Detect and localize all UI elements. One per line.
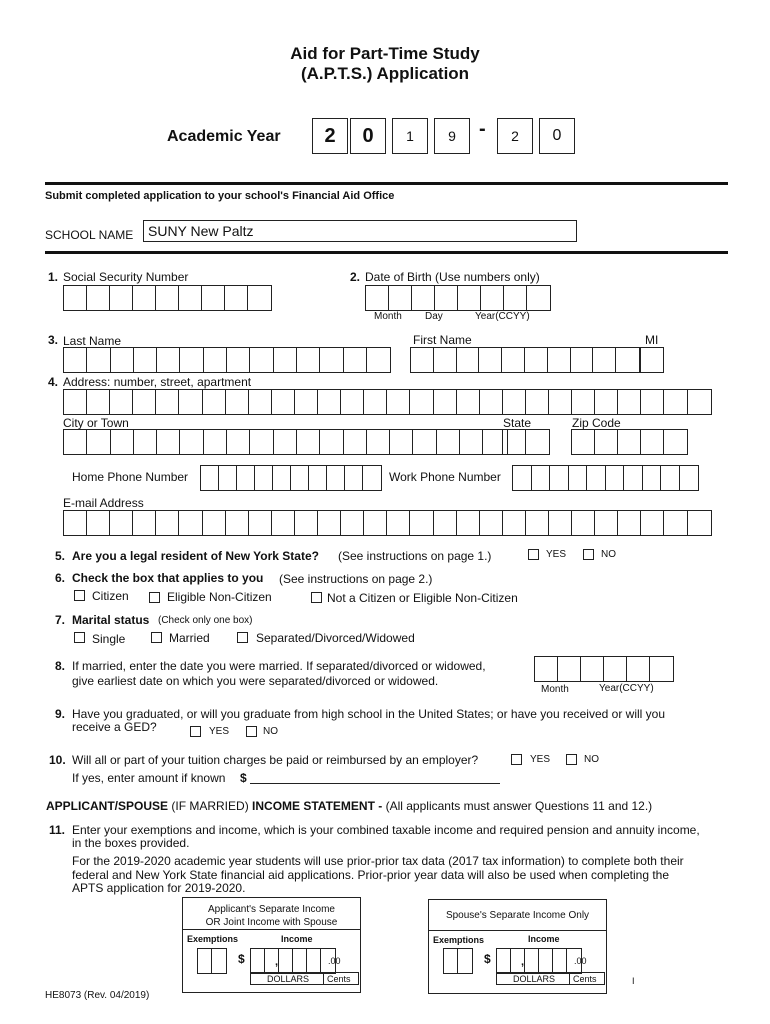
q2-label: Date of Birth (Use numbers only) bbox=[365, 270, 540, 284]
email-boxes[interactable] bbox=[63, 510, 712, 536]
q8-number: 8. bbox=[55, 659, 66, 673]
spouse-dollar-sign: $ bbox=[484, 952, 491, 966]
school-name-label: SCHOOL NAME bbox=[45, 228, 134, 242]
not-citizen-checkbox[interactable] bbox=[311, 592, 322, 603]
city-label: City or Town bbox=[63, 416, 129, 430]
dob-day-label: Day bbox=[425, 311, 443, 322]
marriage-date-boxes[interactable] bbox=[534, 656, 674, 682]
address-label: Address: number, street, apartment bbox=[63, 375, 252, 389]
first-name-label: First Name bbox=[413, 333, 472, 347]
eligible-non-citizen-checkbox[interactable] bbox=[149, 592, 160, 603]
mi-box[interactable] bbox=[640, 347, 664, 373]
spouse-income-label: Income bbox=[528, 934, 560, 944]
q9-no-checkbox[interactable] bbox=[246, 726, 257, 737]
applicant-exemptions-boxes[interactable] bbox=[197, 948, 227, 974]
q9-line1: Have you graduated, or will you graduate from high school in the United States; or have you received or will you bbox=[72, 707, 665, 721]
work-phone-label: Work Phone Number bbox=[389, 470, 501, 484]
mi-label: MI bbox=[645, 333, 659, 347]
employer-amount-line[interactable] bbox=[250, 783, 500, 784]
applicant-cents-value: .00 bbox=[328, 956, 341, 966]
q10-line2: If yes, enter amount if known bbox=[72, 771, 226, 785]
spouse-income-boxes[interactable] bbox=[496, 948, 582, 974]
home-phone-label: Home Phone Number bbox=[72, 470, 189, 484]
zip-boxes[interactable] bbox=[571, 429, 688, 455]
spouse-exemptions-boxes[interactable] bbox=[443, 948, 473, 974]
q10-no-checkbox[interactable] bbox=[566, 754, 577, 765]
spouse-income-panel bbox=[428, 899, 607, 994]
work-phone-boxes[interactable] bbox=[512, 465, 699, 491]
income-header-part3: INCOME STATEMENT - bbox=[252, 799, 383, 813]
separated-label: Separated/Divorced/Widowed bbox=[256, 631, 415, 645]
q11-line1: Enter your exemptions and income, which is your combined taxable income and required pension and annuity income, bbox=[72, 823, 700, 837]
q5-number: 5. bbox=[55, 549, 66, 563]
city-boxes[interactable] bbox=[63, 429, 508, 455]
first-name-boxes[interactable] bbox=[410, 347, 640, 373]
year-digit-4[interactable]: 9 bbox=[434, 118, 470, 154]
spouse-cents-value: .00 bbox=[574, 956, 587, 966]
dob-year-label: Year(CCYY) bbox=[475, 311, 530, 322]
applicant-comma: , bbox=[275, 956, 279, 968]
spouse-panel-title: Spouse's Separate Income Only bbox=[445, 910, 590, 921]
q10-line1: Will all or part of your tuition charges be paid or reimbursed by an employer? bbox=[72, 753, 479, 767]
q2-number: 2. bbox=[350, 270, 361, 284]
year-digit-5[interactable]: 2 bbox=[497, 118, 533, 154]
q5-no-label: NO bbox=[601, 549, 616, 560]
single-checkbox[interactable] bbox=[74, 632, 85, 643]
q4-number: 4. bbox=[48, 375, 59, 389]
citizen-label: Citizen bbox=[92, 589, 129, 603]
year-digit-3[interactable]: 1 bbox=[392, 118, 428, 154]
q9-yes-label: YES bbox=[209, 726, 230, 737]
q11-line5: APTS application for 2019-2020. bbox=[72, 881, 246, 895]
q7-note: (Check only one box) bbox=[158, 615, 253, 626]
q11-line4: federal and New York State financial aid applications. Prior-prior year data will also be used when completing the bbox=[72, 868, 670, 882]
spouse-exemptions-label: Exemptions bbox=[433, 935, 485, 945]
submit-note: Submit completed application to your school's Financial Aid Office bbox=[45, 190, 395, 202]
not-citizen-label: Not a Citizen or Eligible Non-Citizen bbox=[327, 591, 518, 605]
married-label: Married bbox=[169, 631, 210, 645]
applicant-panel-title2: OR Joint Income with Spouse bbox=[205, 917, 338, 928]
ssn-boxes[interactable] bbox=[63, 285, 272, 311]
state-label: State bbox=[503, 416, 532, 430]
form-title: Aid for Part-Time Study bbox=[290, 44, 480, 63]
q10-yes-label: YES bbox=[530, 754, 551, 765]
year-digit-6[interactable]: 0 bbox=[539, 118, 575, 154]
income-header-part4: (All applicants must answer Questions 11 and 12.) bbox=[385, 799, 653, 813]
q8-line2: give earliest date on which you were separated/divorced or widowed. bbox=[72, 674, 439, 688]
applicant-income-boxes[interactable] bbox=[250, 948, 336, 974]
top-rule bbox=[45, 182, 728, 185]
q11-number: 11. bbox=[49, 823, 66, 837]
single-label: Single bbox=[92, 632, 126, 646]
form-id: HE8073 (Rev. 04/2019) bbox=[45, 990, 150, 1001]
q7-number: 7. bbox=[55, 613, 66, 627]
dob-month-label: Month bbox=[374, 311, 402, 322]
q6-text: Check the box that applies to you bbox=[72, 571, 264, 585]
separated-checkbox[interactable] bbox=[237, 632, 248, 643]
income-header-part1: APPLICANT/SPOUSE bbox=[46, 799, 169, 813]
spouse-comma: , bbox=[521, 956, 525, 968]
address-boxes[interactable] bbox=[63, 389, 712, 415]
q9-line2: receive a GED? bbox=[72, 720, 157, 734]
spouse-dollars-label: DOLLARS bbox=[513, 974, 556, 984]
year-dash: - bbox=[479, 118, 486, 140]
q9-number: 9. bbox=[55, 707, 66, 721]
q11-line3: For the 2019-2020 academic year students will use prior-prior tax data (2017 tax information) to complete both their bbox=[72, 854, 684, 868]
q5-yes-checkbox[interactable] bbox=[528, 549, 539, 560]
q5-no-checkbox[interactable] bbox=[583, 549, 594, 560]
applicant-dollars-label: DOLLARS bbox=[267, 974, 310, 984]
school-name-input[interactable]: SUNY New Paltz bbox=[143, 220, 577, 242]
q11-line2: in the boxes provided. bbox=[72, 836, 190, 850]
q7-text: Marital status bbox=[72, 613, 150, 627]
q10-dollar-sign: $ bbox=[240, 771, 247, 785]
q8-line1: If married, enter the date you were married. If separated/divorced or widowed, bbox=[72, 659, 486, 673]
academic-year-label: Academic Year bbox=[167, 128, 281, 145]
applicant-exemptions-label: Exemptions bbox=[187, 934, 239, 944]
last-name-boxes[interactable] bbox=[63, 347, 391, 373]
q9-yes-checkbox[interactable] bbox=[190, 726, 201, 737]
year-digit-1[interactable]: 2 bbox=[312, 118, 348, 154]
applicant-cents-label: Cents bbox=[327, 974, 351, 984]
q5-note: (See instructions on page 1.) bbox=[338, 549, 492, 563]
q5-text: Are you a legal resident of New York State? bbox=[72, 549, 319, 563]
q1-label: Social Security Number bbox=[63, 270, 189, 284]
applicant-income-label: Income bbox=[281, 934, 313, 944]
dob-boxes[interactable] bbox=[365, 285, 551, 311]
applicant-dollar-sign: $ bbox=[238, 952, 245, 966]
income-statement-header bbox=[46, 799, 652, 813]
school-rule bbox=[45, 251, 728, 254]
state-boxes[interactable] bbox=[502, 429, 550, 455]
email-label: E-mail Address bbox=[63, 496, 144, 510]
home-phone-boxes[interactable] bbox=[200, 465, 382, 491]
applicant-income-panel bbox=[182, 897, 361, 993]
q1-number: 1. bbox=[48, 270, 59, 284]
eligible-non-citizen-label: Eligible Non-Citizen bbox=[167, 590, 272, 604]
q5-yes-label: YES bbox=[546, 549, 567, 560]
income-header-part2: (IF MARRIED) bbox=[171, 799, 249, 813]
spouse-cents-label: Cents bbox=[573, 974, 597, 984]
q6-note: (See instructions on page 2.) bbox=[279, 572, 433, 586]
page-mark: I bbox=[632, 976, 635, 986]
citizen-checkbox[interactable] bbox=[74, 590, 85, 601]
q10-no-label: NO bbox=[584, 754, 599, 765]
zip-label: Zip Code bbox=[572, 416, 621, 430]
q3-number: 3. bbox=[48, 333, 59, 347]
last-name-label: Last Name bbox=[63, 334, 122, 348]
q10-number: 10. bbox=[49, 753, 66, 767]
marriage-year-label: Year(CCYY) bbox=[599, 683, 654, 694]
year-digit-2[interactable]: 0 bbox=[350, 118, 386, 154]
married-checkbox[interactable] bbox=[151, 632, 162, 643]
q10-yes-checkbox[interactable] bbox=[511, 754, 522, 765]
q6-number: 6. bbox=[55, 571, 66, 585]
applicant-panel-title1: Applicant's Separate Income bbox=[208, 904, 335, 915]
q9-no-label: NO bbox=[263, 726, 278, 737]
form-subtitle: (A.P.T.S.) Application bbox=[300, 64, 470, 83]
marriage-month-label: Month bbox=[541, 684, 569, 695]
